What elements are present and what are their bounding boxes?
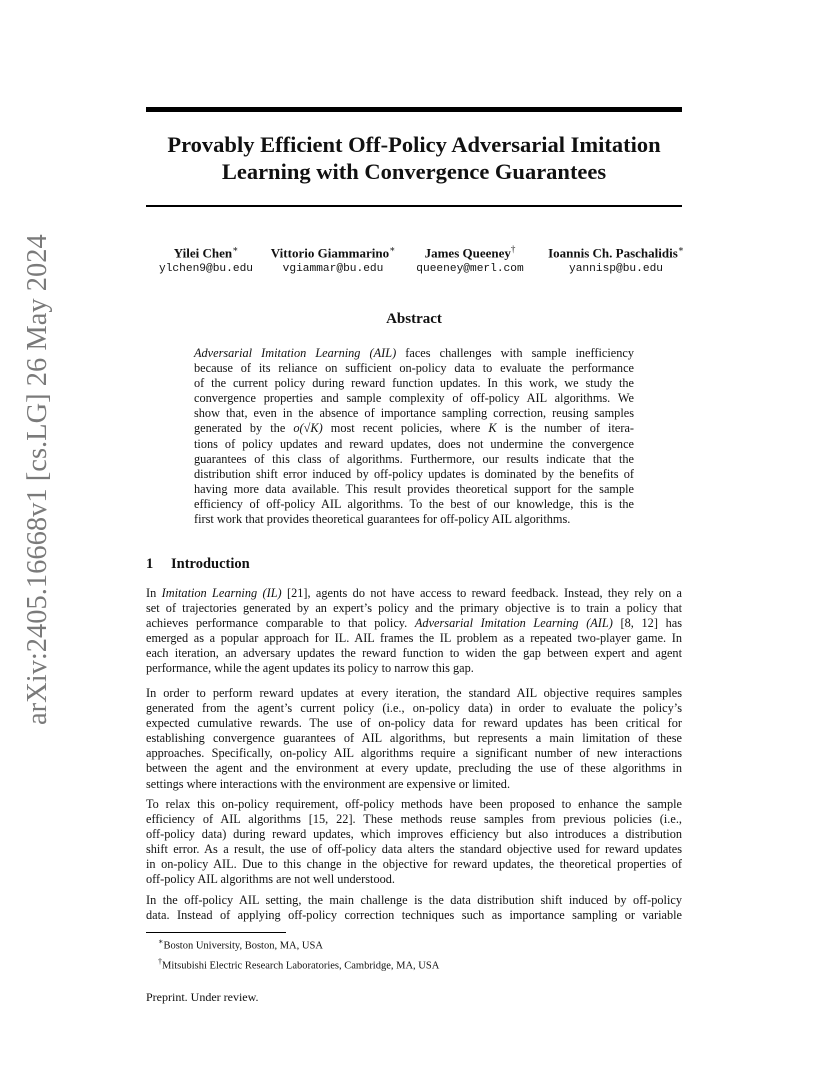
text-run: convergence properties and sample complexity of off-policy AIL algorithms. We [194,391,634,406]
text-line [146,731,682,746]
text-line [194,391,634,406]
text-line [194,376,634,391]
text-line [194,437,634,452]
text-run: shift error. As a result, the use of off-policy data alters the standard objective used for reward updates [146,842,682,857]
text-line [146,601,682,616]
text-run: set of trajectories generated by an expert’s policy and the primary objective is to train a policy that [146,601,682,616]
author-3 [404,241,536,277]
author-4 [536,241,696,277]
text-run: efficiency of off-policy AIL algorithms. To the best of our knowledge, this is the [194,496,634,511]
paper-title [146,131,682,185]
text-run: is the number of itera- [496,421,634,436]
footnote-text: Mitsubishi Electric Research Laboratories, Cambridge, MA, USA [162,960,440,971]
paragraph-2 [146,686,682,792]
text-run: data. Instead of applying off-policy correction techniques such as importance sampling or variable [146,908,682,923]
text-line [146,908,682,923]
text-run: of the current policy during reward function updates. In this work, we study the [194,376,634,391]
affiliation-mark: ∗ [389,244,396,254]
paragraph-4 [146,893,682,923]
text-run: establishing convergence guarantees of AIL algorithms, but represents a main limitation of these [146,731,682,746]
text-line [146,842,682,857]
text-line [194,482,634,497]
text-line [146,857,682,872]
text-line [194,467,634,482]
author-name: Ioannis Ch. Paschalidis [548,245,678,261]
affiliation-mark: ∗ [677,244,684,254]
text-line [146,777,682,792]
text-line [146,616,682,631]
text-run: off-policy data) during reward updates, which improves efficiency but also introduces a distribution [146,827,682,842]
text-line [146,797,682,812]
text-line [194,361,634,376]
author-2 [266,241,400,277]
paragraph-3 [146,797,682,888]
text-run: most recent policies, where [322,421,489,436]
text-run: [21], agents do not have access to reward feedback. Instead, they rely on a [281,586,683,600]
text-line [146,586,682,601]
text-run: off-policy AIL algorithms are not well understood. [146,872,395,887]
text-run: In order to perform reward updates at every iteration, the standard AIL objective requires samples [146,686,682,700]
text-line [146,761,682,776]
footnote-2 [158,954,439,974]
footnotes [158,934,439,973]
author-name: James Queeney [424,245,511,261]
title-line-1: Provably Efficient Off-Policy Adversarial Imitation [167,132,661,157]
text-run: tions of policy updates and reward updates, does not undermine the convergence [194,436,634,451]
text-run: efficiency of AIL algorithms [15, 22]. These methods reuse samples from previous policies (i.e., [146,812,682,827]
abstract-body [194,346,634,527]
text-line [146,746,682,761]
text-line [194,421,634,436]
text-run: distribution shift error induced by off-policy updates is dominated by the benefits of [194,466,634,481]
text-run: because of its reliance on sufficient on-policy data to evaluate the performance [194,361,634,376]
text-run: between the agent and the environment at every update, precluding the use of these algorithms in [146,761,682,776]
text-run: approaches. Specifically, on-policy AIL algorithms require a significant number of new interactions [146,746,682,761]
text-line [194,406,634,421]
text-run: To relax this on-policy requirement, off-policy methods have been proposed to enhance the sample [146,797,682,811]
arxiv-stamp: arXiv:2405.16668v1 [cs.LG] 26 May 2024 [22,234,53,725]
emphasized-text: o(√K) [293,421,323,436]
text-line [146,872,682,887]
preprint-note: Preprint. Under review. [146,990,259,1004]
text-line [146,646,682,661]
text-run: generated from the agent’s current policy (i.e., on-policy data) in order to evaluate the policy’s [146,701,682,716]
affiliation-mark: † [510,244,516,254]
emphasized-text: Adversarial Imitation Learning (AIL) [194,346,397,360]
text-line [146,827,682,842]
text-line [194,497,634,512]
paragraph-1 [146,586,682,677]
author-email: ylchen9@bu.edu [159,263,253,276]
text-run: show that, even in the absence of importance sampling correction, reusing samples [194,406,634,421]
text-run: In the off-policy AIL setting, the main challenge is the data distribution shift induced by off-policy [146,893,682,907]
text-line [146,701,682,716]
text-run: faces challenges with sample inefficiency [396,346,634,360]
title-top-rule [146,107,682,112]
author-name: Vittorio Giammarino [270,245,390,261]
text-run: emerged as a popular approach for IL. AIL frames the IL problem as a repeated two-player game. In [146,631,682,646]
text-line [146,716,682,731]
text-line [146,661,682,676]
author-email: queeney@merl.com [416,263,524,276]
text-run: performance, while the agent updates its policy to narrow this gap. [146,661,474,676]
text-run: In [146,586,162,600]
emphasized-text: Adversarial Imitation Learning (AIL) [414,616,613,631]
text-run: achieves performance comparable to that policy. [146,616,415,631]
footnote-text: Boston University, Boston, MA, USA [163,940,323,952]
footnote-1 [158,934,439,954]
text-run: each iteration, an adversary updates the reward function to widen the gap between expert and agent [146,646,682,661]
text-line [194,346,634,361]
affiliation-mark: ∗ [232,244,239,254]
text-line [146,893,682,908]
text-run: settings where interactions with the environment are expensive or limited. [146,776,511,791]
text-line [194,452,634,467]
text-line [146,631,682,646]
text-run: generated by the [194,421,294,436]
emphasized-text: K [488,421,497,436]
text-line [146,686,682,701]
section-number: 1 [146,556,154,572]
abstract-heading: Abstract [386,311,442,327]
section-title: Introduction [171,556,250,572]
section-heading [146,556,250,573]
author-email: yannisp@bu.edu [569,263,663,276]
text-run: guarantees of this class of algorithms. Furthermore, our results indicate that the [194,451,634,466]
text-run: expected cumulative rewards. The use of on-policy data for reward updates has been critical for [146,716,682,731]
text-run: first work that provides theoretical guarantees for off-policy AIL algorithms. [194,512,571,527]
author-email: vgiammar@bu.edu [282,263,384,276]
text-run: in on-policy AIL. Due to this change in the objective for reward updates, the theoretical properties of [146,857,682,872]
text-run: having more data available. This result provides theoretical support for the sample [194,481,634,496]
text-line [146,812,682,827]
emphasized-text: Imitation Learning (IL) [161,586,282,600]
author-name: Yilei Chen [173,245,233,261]
footnote-mark: † [158,956,162,966]
title-bottom-rule [146,205,682,207]
author-1 [152,241,260,277]
text-run: [8, 12] has [612,616,682,631]
footnote-mark: ∗ [158,937,164,946]
text-line [194,512,634,527]
title-line-2: Learning with Convergence Guarantees [221,159,607,184]
footnote-rule [146,932,286,933]
